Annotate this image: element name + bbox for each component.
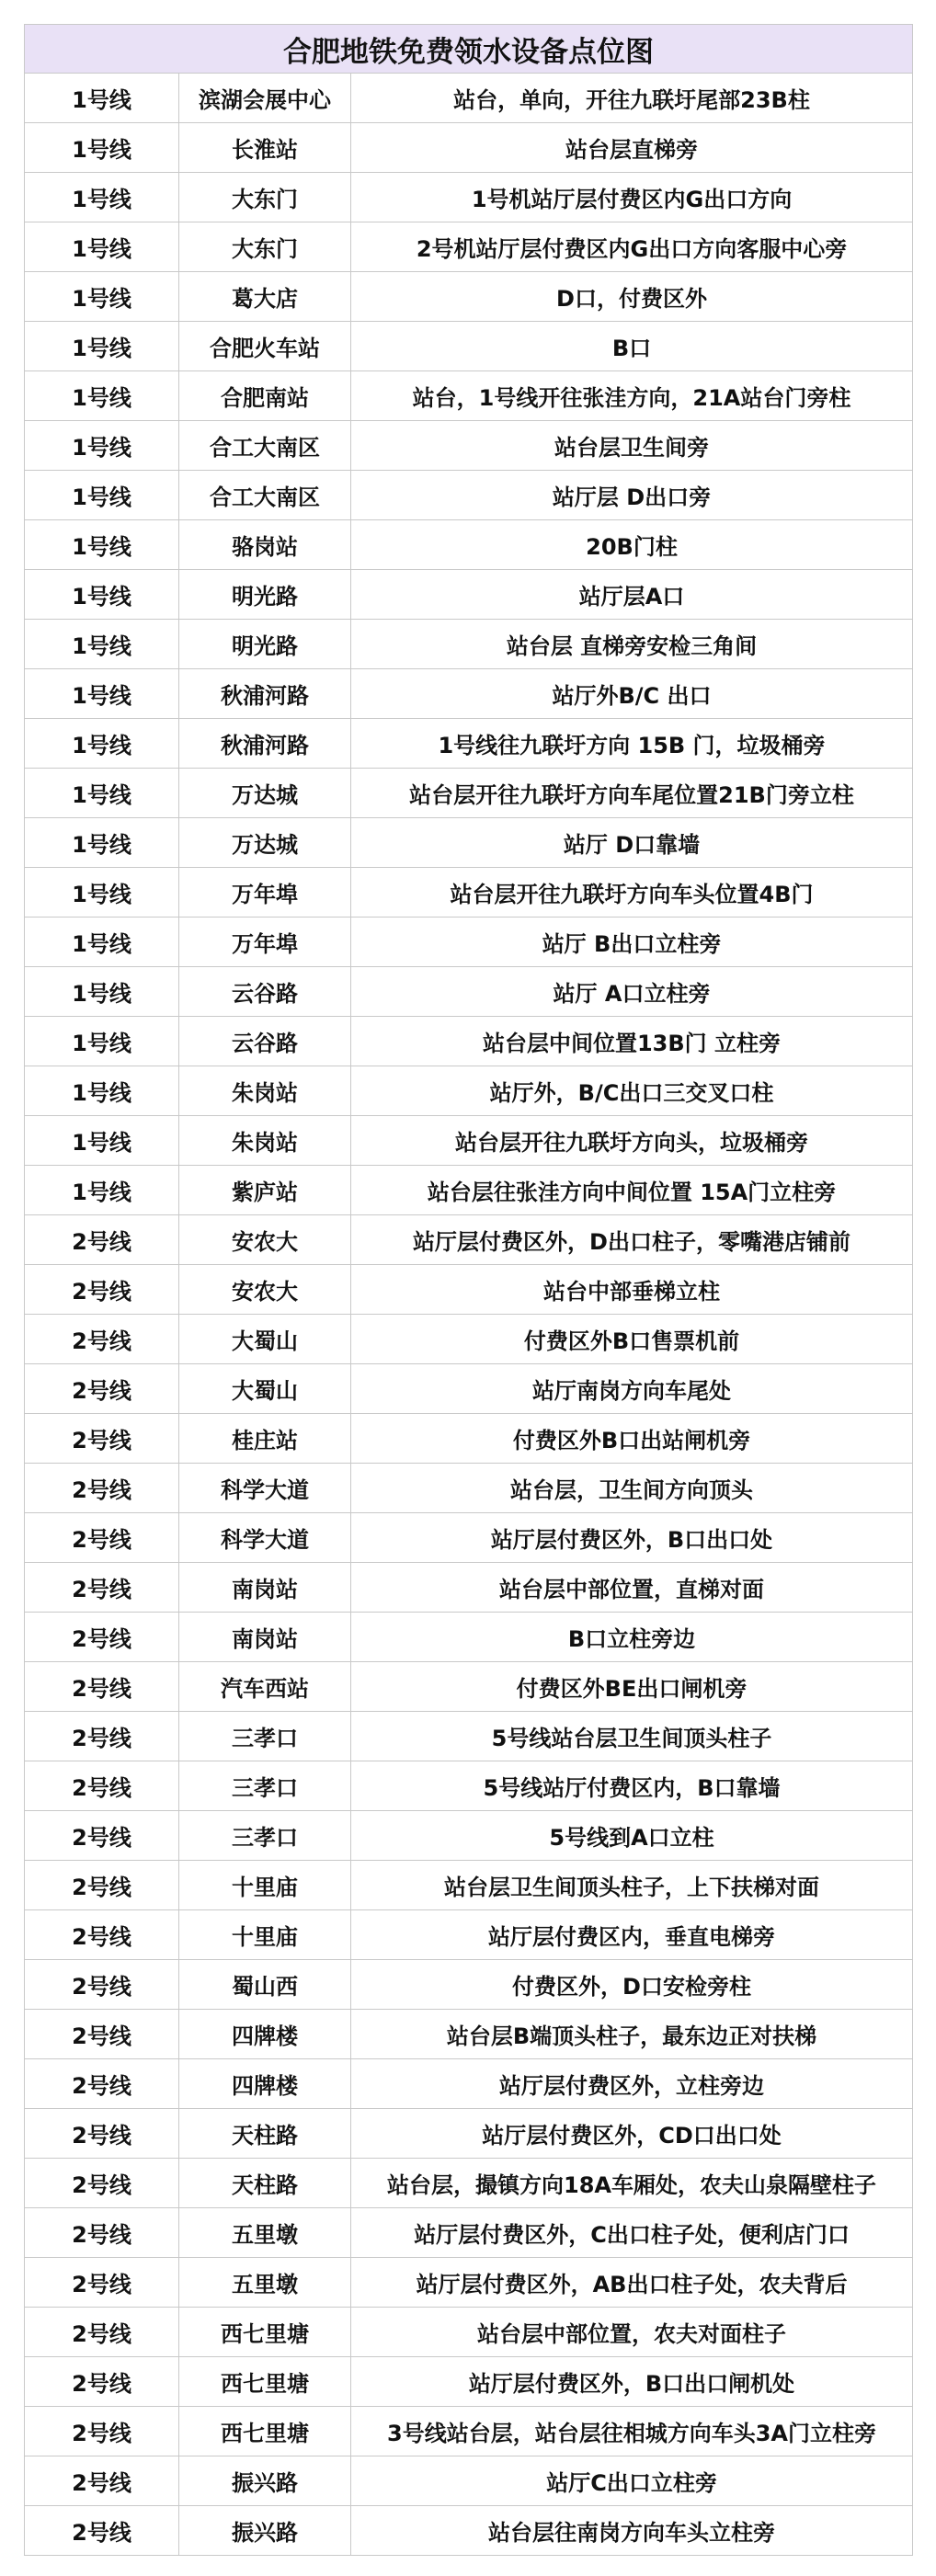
table-row (25, 2109, 913, 2159)
location-cell: 站台层卫生间顶头柱子，上下扶梯对面 (351, 1861, 913, 1910)
line-cell: 1号线 (25, 1017, 179, 1066)
station-cell: 五里墩 (179, 2258, 351, 2308)
station-cell: 云谷路 (179, 1017, 351, 1066)
location-cell: 站厅南岗方向车尾处 (351, 1364, 913, 1414)
station-cell: 三孝口 (179, 1761, 351, 1811)
location-cell: 5号线站台层卫生间顶头柱子 (351, 1712, 913, 1761)
location-cell: 站厅层付费区内，垂直电梯旁 (351, 1910, 913, 1960)
line-cell: 2号线 (25, 1513, 179, 1563)
table-row (25, 570, 913, 620)
location-cell: 站台层，卫生间方向顶头 (351, 1464, 913, 1513)
location-cell: 站厅层付费区外，CD口出口处 (351, 2109, 913, 2159)
table-row (25, 1613, 913, 1662)
line-cell: 2号线 (25, 1315, 179, 1364)
line-cell: 1号线 (25, 371, 179, 421)
location-cell: 站台层开往九联圩方向车头位置4B门 (351, 868, 913, 918)
location-cell: 站台层开往九联圩方向车尾位置21B门旁立柱 (351, 769, 913, 818)
line-cell: 2号线 (25, 1811, 179, 1861)
line-cell: 2号线 (25, 1712, 179, 1761)
table-row (25, 1066, 913, 1116)
station-cell: 大东门 (179, 222, 351, 272)
station-cell: 万达城 (179, 769, 351, 818)
water-dispenser-table (24, 24, 913, 2556)
station-cell: 紫庐站 (179, 1166, 351, 1215)
station-cell: 十里庙 (179, 1910, 351, 1960)
station-cell: 滨湖会展中心 (179, 74, 351, 123)
table-row (25, 2010, 913, 2059)
table-body (25, 74, 913, 2556)
location-cell: 5号线站厅付费区内，B口靠墙 (351, 1761, 913, 1811)
location-cell: 站台，1号线开往张洼方向，21A站台门旁柱 (351, 371, 913, 421)
station-cell: 葛大店 (179, 272, 351, 322)
station-cell: 合肥火车站 (179, 322, 351, 371)
station-cell: 天柱路 (179, 2159, 351, 2208)
table-row (25, 2407, 913, 2456)
location-cell: 1号线往九联圩方向 15B 门，垃圾桶旁 (351, 719, 913, 769)
line-cell: 2号线 (25, 2506, 179, 2556)
station-cell: 朱岗站 (179, 1116, 351, 1166)
line-cell: 2号线 (25, 1364, 179, 1414)
station-cell: 合工大南区 (179, 421, 351, 471)
table-row (25, 818, 913, 868)
table-row (25, 620, 913, 669)
table-row (25, 1761, 913, 1811)
station-cell: 明光路 (179, 570, 351, 620)
location-cell: 站厅 A口立柱旁 (351, 967, 913, 1017)
table-row (25, 1811, 913, 1861)
location-cell: 站台层中部位置，直梯对面 (351, 1563, 913, 1613)
line-cell: 2号线 (25, 2010, 179, 2059)
location-cell: 站厅层 D出口旁 (351, 471, 913, 520)
station-cell: 明光路 (179, 620, 351, 669)
table-row (25, 1215, 913, 1265)
line-cell: 2号线 (25, 2357, 179, 2407)
location-cell: 站厅层付费区外，D出口柱子，零嘴港店铺前 (351, 1215, 913, 1265)
station-cell: 合肥南站 (179, 371, 351, 421)
line-cell: 2号线 (25, 1662, 179, 1712)
location-cell: 站厅层A口 (351, 570, 913, 620)
table-row (25, 421, 913, 471)
table-row (25, 769, 913, 818)
location-cell: 站厅层付费区外，立柱旁边 (351, 2059, 913, 2109)
location-cell: 站厅层付费区外，B口出口处 (351, 1513, 913, 1563)
station-cell: 汽车西站 (179, 1662, 351, 1712)
location-cell: 站台层B端顶头柱子，最东边正对扶梯 (351, 2010, 913, 2059)
table-row (25, 868, 913, 918)
line-cell: 2号线 (25, 1464, 179, 1513)
table-row (25, 1960, 913, 2010)
location-cell: 站台层往张洼方向中间位置 15A门立柱旁 (351, 1166, 913, 1215)
line-cell: 1号线 (25, 322, 179, 371)
location-cell: 站厅C出口立柱旁 (351, 2456, 913, 2506)
station-cell: 科学大道 (179, 1513, 351, 1563)
station-cell: 万年埠 (179, 918, 351, 967)
station-cell: 西七里塘 (179, 2407, 351, 2456)
line-cell: 2号线 (25, 1761, 179, 1811)
table-row (25, 918, 913, 967)
line-cell: 1号线 (25, 471, 179, 520)
station-cell: 西七里塘 (179, 2357, 351, 2407)
table-row (25, 1364, 913, 1414)
table-row (25, 123, 913, 173)
line-cell: 2号线 (25, 2308, 179, 2357)
station-cell: 三孝口 (179, 1811, 351, 1861)
station-cell: 万年埠 (179, 868, 351, 918)
table-row (25, 471, 913, 520)
location-cell: 2号机站厅层付费区内G出口方向客服中心旁 (351, 222, 913, 272)
station-cell: 安农大 (179, 1215, 351, 1265)
location-cell: 付费区外BE出口闸机旁 (351, 1662, 913, 1712)
line-cell: 2号线 (25, 2159, 179, 2208)
line-cell: 2号线 (25, 2456, 179, 2506)
line-cell: 1号线 (25, 272, 179, 322)
station-cell: 长淮站 (179, 123, 351, 173)
station-cell: 桂庄站 (179, 1414, 351, 1464)
station-cell: 四牌楼 (179, 2010, 351, 2059)
location-cell: 站台层卫生间旁 (351, 421, 913, 471)
station-cell: 大蜀山 (179, 1315, 351, 1364)
line-cell: 2号线 (25, 1414, 179, 1464)
station-cell: 骆岗站 (179, 520, 351, 570)
location-cell: 付费区外B口出站闸机旁 (351, 1414, 913, 1464)
line-cell: 1号线 (25, 1116, 179, 1166)
title-row (25, 25, 913, 74)
line-cell: 1号线 (25, 1066, 179, 1116)
table-row (25, 1265, 913, 1315)
line-cell: 1号线 (25, 669, 179, 719)
station-cell: 五里墩 (179, 2208, 351, 2258)
location-cell: D口，付费区外 (351, 272, 913, 322)
station-cell: 南岗站 (179, 1613, 351, 1662)
table-row (25, 1464, 913, 1513)
station-cell: 大东门 (179, 173, 351, 222)
station-cell: 万达城 (179, 818, 351, 868)
line-cell: 1号线 (25, 719, 179, 769)
table-row (25, 2308, 913, 2357)
station-cell: 秋浦河路 (179, 669, 351, 719)
location-cell: 站台层中部位置，农夫对面柱子 (351, 2308, 913, 2357)
line-cell: 1号线 (25, 1166, 179, 1215)
location-cell: 付费区外，D口安检旁柱 (351, 1960, 913, 2010)
table-row (25, 1414, 913, 1464)
line-cell: 1号线 (25, 868, 179, 918)
station-cell: 三孝口 (179, 1712, 351, 1761)
line-cell: 2号线 (25, 1265, 179, 1315)
location-cell: 20B门柱 (351, 520, 913, 570)
station-cell: 合工大南区 (179, 471, 351, 520)
table-row (25, 669, 913, 719)
table-row (25, 1910, 913, 1960)
line-cell: 1号线 (25, 570, 179, 620)
table-row (25, 2506, 913, 2556)
station-cell: 秋浦河路 (179, 719, 351, 769)
line-cell: 2号线 (25, 1563, 179, 1613)
line-cell: 2号线 (25, 1215, 179, 1265)
location-cell: 站台中部垂梯立柱 (351, 1265, 913, 1315)
line-cell: 1号线 (25, 74, 179, 123)
table-row (25, 1563, 913, 1613)
location-cell: 1号机站厅层付费区内G出口方向 (351, 173, 913, 222)
line-cell: 1号线 (25, 173, 179, 222)
line-cell: 2号线 (25, 1960, 179, 2010)
line-cell: 2号线 (25, 2109, 179, 2159)
station-cell: 十里庙 (179, 1861, 351, 1910)
station-cell: 安农大 (179, 1265, 351, 1315)
station-cell: 科学大道 (179, 1464, 351, 1513)
table-row (25, 1513, 913, 1563)
line-cell: 2号线 (25, 1910, 179, 1960)
table-row (25, 1315, 913, 1364)
line-cell: 1号线 (25, 123, 179, 173)
location-cell: 站厅层付费区外，AB出口柱子处，农夫背后 (351, 2258, 913, 2308)
table-row (25, 719, 913, 769)
table-row (25, 2357, 913, 2407)
line-cell: 1号线 (25, 421, 179, 471)
table-row (25, 2059, 913, 2109)
page-title: 合肥地铁免费领水设备点位图 (25, 25, 913, 74)
location-cell: 站台，单向，开往九联圩尾部23B柱 (351, 74, 913, 123)
location-cell: B口 (351, 322, 913, 371)
table-row (25, 967, 913, 1017)
table-row (25, 1712, 913, 1761)
table-row (25, 1861, 913, 1910)
location-cell: 3号线站台层，站台层往相城方向车头3A门立柱旁 (351, 2407, 913, 2456)
table-row (25, 1662, 913, 1712)
location-cell: 站厅 B出口立柱旁 (351, 918, 913, 967)
line-cell: 1号线 (25, 769, 179, 818)
station-cell: 朱岗站 (179, 1066, 351, 1116)
table-row (25, 371, 913, 421)
table-row (25, 173, 913, 222)
line-cell: 2号线 (25, 2059, 179, 2109)
location-cell: 站厅外B/C 出口 (351, 669, 913, 719)
line-cell: 2号线 (25, 2258, 179, 2308)
station-cell: 天柱路 (179, 2109, 351, 2159)
station-cell: 西七里塘 (179, 2308, 351, 2357)
table-row (25, 2208, 913, 2258)
station-cell: 振兴路 (179, 2456, 351, 2506)
line-cell: 1号线 (25, 818, 179, 868)
location-cell: 站台层，撮镇方向18A车厢处，农夫山泉隔壁柱子 (351, 2159, 913, 2208)
table-row (25, 2456, 913, 2506)
table-row (25, 2159, 913, 2208)
table-row (25, 322, 913, 371)
line-cell: 2号线 (25, 1613, 179, 1662)
table-row (25, 1116, 913, 1166)
station-cell: 蜀山西 (179, 1960, 351, 2010)
station-cell: 云谷路 (179, 967, 351, 1017)
station-cell: 南岗站 (179, 1563, 351, 1613)
table-row (25, 1017, 913, 1066)
table-row (25, 222, 913, 272)
table-row (25, 272, 913, 322)
location-cell: 5号线到A口立柱 (351, 1811, 913, 1861)
location-cell: B口立柱旁边 (351, 1613, 913, 1662)
line-cell: 2号线 (25, 2407, 179, 2456)
line-cell: 1号线 (25, 620, 179, 669)
line-cell: 1号线 (25, 967, 179, 1017)
location-cell: 站台层 直梯旁安检三角间 (351, 620, 913, 669)
table-row (25, 2258, 913, 2308)
station-cell: 四牌楼 (179, 2059, 351, 2109)
location-cell: 站厅层付费区外，B口出口闸机处 (351, 2357, 913, 2407)
table-row (25, 1166, 913, 1215)
line-cell: 1号线 (25, 918, 179, 967)
line-cell: 2号线 (25, 2208, 179, 2258)
location-cell: 付费区外B口售票机前 (351, 1315, 913, 1364)
location-cell: 站厅 D口靠墙 (351, 818, 913, 868)
line-cell: 2号线 (25, 1861, 179, 1910)
station-cell: 大蜀山 (179, 1364, 351, 1414)
location-cell: 站厅层付费区外，C出口柱子处，便利店门口 (351, 2208, 913, 2258)
location-cell: 站台层开往九联圩方向头，垃圾桶旁 (351, 1116, 913, 1166)
table-row (25, 520, 913, 570)
line-cell: 1号线 (25, 222, 179, 272)
station-cell: 振兴路 (179, 2506, 351, 2556)
location-cell: 站厅外，B/C出口三交叉口柱 (351, 1066, 913, 1116)
line-cell: 1号线 (25, 520, 179, 570)
location-cell: 站台层中间位置13B门 立柱旁 (351, 1017, 913, 1066)
location-cell: 站台层直梯旁 (351, 123, 913, 173)
location-cell: 站台层往南岗方向车头立柱旁 (351, 2506, 913, 2556)
table-row (25, 74, 913, 123)
